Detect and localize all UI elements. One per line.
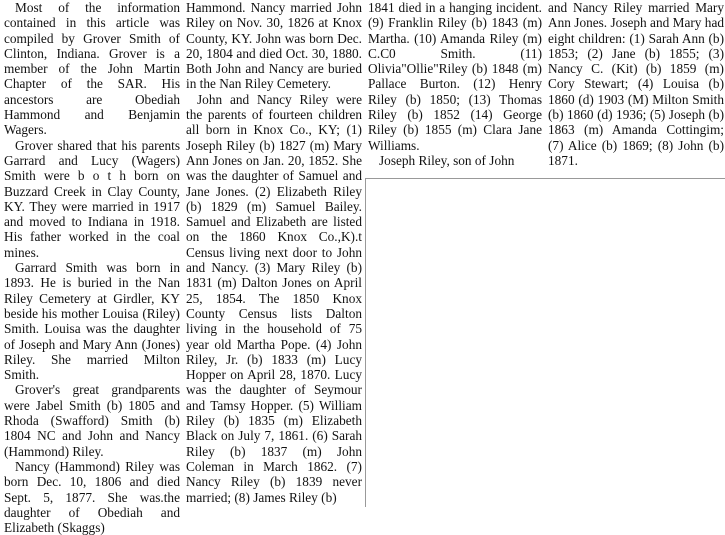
paragraph: Grover shared that his parents Garrard and Lucy (Wagers) Smith were b o t h born on Buzzard Creek in Clay County, KY. They were married in 1917 and moved to Indiana in 1918. His father worked in the coal mines. [4, 137, 180, 260]
column-4 [548, 0, 724, 168]
paragraph: John and Nancy Riley were the parents of fourteen children all born in Knox Co., KY; (1) Joseph Riley (b) 1827 (m) Mary Ann Jones on Jan. 20, 1852. She was the daughter of Samuel and Jane Jones. (2) Elizabeth Riley (b) 1829 (m) Samuel Bailey. Samuel and Elizabeth are listed on the 1860 Knox Co.,K).t Census living next door to John and Nancy. (3) Mary Riley (b) 1831 (m) Dalton Jones on April 25, 1854. The 1850 Knox County Census lists Dalton living in the household of 75 year old Martha Pope. (4) John Riley, Jr. (b) 1833 (m) Lucy Hopper on April 28, 1870. Lucy was the daughter of Seymour and Tamsy Hopper. (5) William Riley (b) 1835 (m) Elizabeth Black on July 7, 1861. (6) Sarah Riley (b) 1837 (m) John Coleman in March 1862. (7) Nancy Riley (b) 1839 never married; (8) James Riley (b) [186, 91, 362, 505]
column-1 [4, 0, 180, 535]
column-3 [368, 0, 542, 168]
column-divider [365, 178, 366, 507]
paragraph: Garrard Smith was born in 1893. He is buried in the Nan Riley Cemetery at Girdler, KY beside his mother Louisa (Riley) Smith. Louisa was the daughter of Joseph and Mary Ann (Jones) Riley. She married Milton Smith. [4, 260, 180, 383]
paragraph: Grover's great grandparents were Jabel Smith (b) 1805 and Rhoda (Swafford) Smith (b) 1804 NC and John and Nancy (Hammond) Riley. [4, 382, 180, 459]
paragraph: Nancy (Hammond) Riley was born Dec. 10, 1806 and died Sept. 5, 1877. She was.the daughter of Obediah and Elizabeth (Skaggs) [4, 458, 180, 535]
paragraph: Hammond. Nancy married John Riley on Nov. 30, 1826 at Knox County, KY. John was born Dec. 20, 1804 and died Oct. 30, 1880. Both John and Nancy are buried in the Nan Riley Cemetery. [186, 0, 362, 92]
column-divider [365, 178, 725, 179]
paragraph: 1841 died in a hanging incident. (9) Franklin Riley (b) 1843 (m) Martha. (10) Amanda Riley (m) C.C0 Smith. (11) Olivia"Ollie"Riley (b) 1848 (m) Pallace Burton. (12) Henry Riley (b) 1850; (13) Thomas Riley (b) 1852 (14) George Riley (b) 1855 (m) Clara Jane Williams. [368, 0, 542, 153]
paragraph: Most of the information contained in this article was compiled by Grover Smith of Clinton, Indiana. Grover is a member of the John Martin Chapter of the SAR. His ancestors are Obediah Hammond and Benjamin Wagers. [4, 0, 180, 138]
paragraph: and Nancy Riley married Mary Ann Jones. Joseph and Mary had eight children: (1) Sarah Ann (b) 1853; (2) Jane (b) 1855; (3) Nancy C. (Kit) (b) 1859 (m) Cory Stewart; (4) Louisa (b) 1860 (d) 1903 (M) Milton Smith (b) 1860 (d) 1936; (5) Joseph (b) 1863 (m) Amanda Cottingim; (7) Alice (b) 1869; (8) John (b) 1871. [548, 0, 724, 168]
column-2 [186, 0, 362, 505]
paragraph: Joseph Riley, son of John [379, 152, 515, 168]
